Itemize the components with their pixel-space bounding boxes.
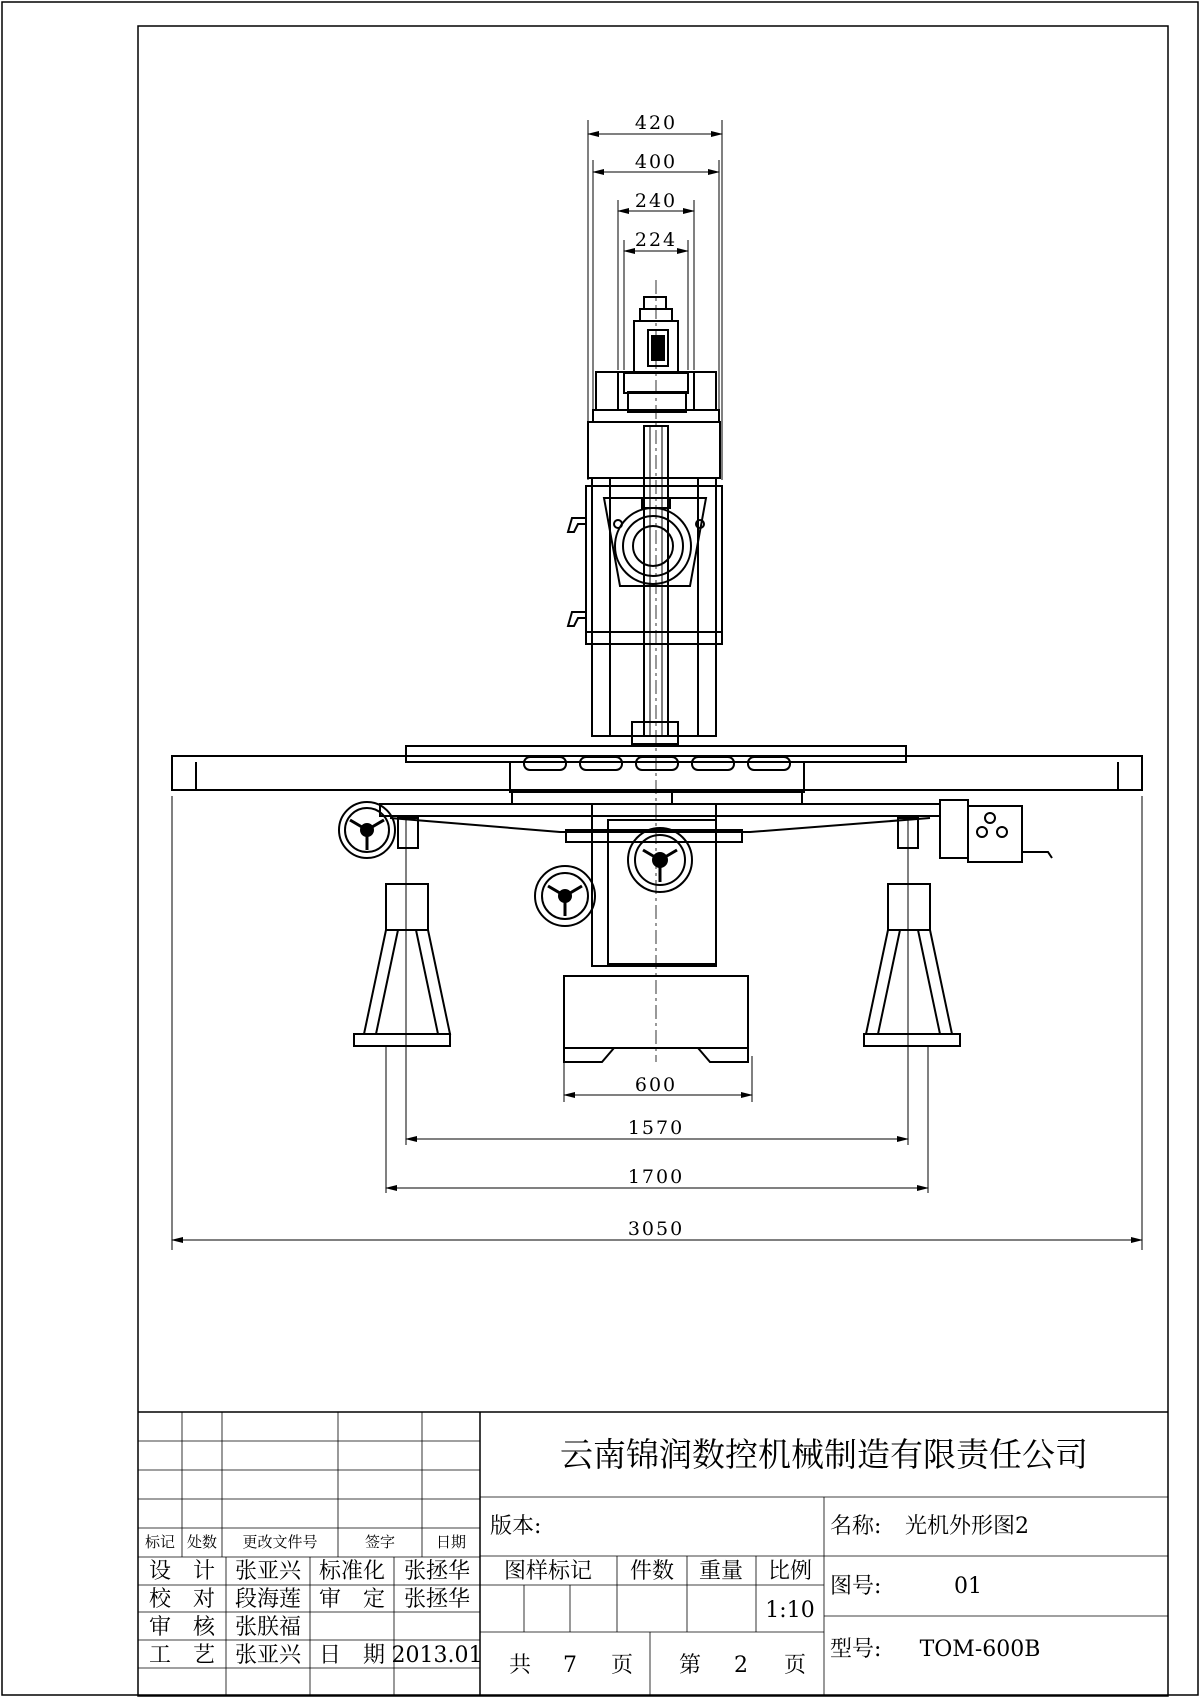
model-value: TOM-600B bbox=[919, 1637, 1041, 1662]
sign-row-review-label: 审 核 bbox=[148, 1615, 216, 1640]
rev-header-mark: 标记 bbox=[144, 1533, 176, 1551]
sign-row-standard-name: 张拯华 bbox=[403, 1559, 471, 1584]
rev-header-file: 更改文件号 bbox=[242, 1533, 318, 1551]
sheet-no-suffix: 页 bbox=[783, 1653, 807, 1678]
sheet-no-prefix: 第 bbox=[678, 1653, 702, 1678]
drawing-number-value: 01 bbox=[954, 1574, 982, 1599]
sign-row-date-label: 日 期 bbox=[318, 1643, 386, 1668]
sign-row-approve-name: 张拯华 bbox=[403, 1587, 471, 1612]
sign-row-process-name: 张亚兴 bbox=[234, 1643, 302, 1668]
mark-header-scale: 比例 bbox=[767, 1559, 813, 1584]
mark-header-pieces: 件数 bbox=[629, 1559, 675, 1584]
dim-400: 400 bbox=[634, 151, 678, 173]
rev-header-sign: 签字 bbox=[364, 1533, 396, 1551]
mark-header-pattern: 图样标记 bbox=[503, 1559, 593, 1584]
sign-row-check-name: 段海莲 bbox=[234, 1587, 302, 1612]
model-label: 型号: bbox=[830, 1637, 882, 1662]
dim-600: 600 bbox=[634, 1074, 678, 1096]
dim-3050: 3050 bbox=[627, 1218, 685, 1240]
name-label: 名称: bbox=[830, 1514, 882, 1539]
scale-value: 1:10 bbox=[765, 1598, 815, 1623]
sheet-total-prefix: 共 bbox=[508, 1653, 532, 1678]
mark-header-weight: 重量 bbox=[698, 1559, 744, 1584]
dim-1570: 1570 bbox=[627, 1117, 685, 1139]
sign-row-check-label: 校 对 bbox=[148, 1587, 216, 1612]
sign-row-date-value: 2013.01 bbox=[391, 1643, 483, 1668]
company-name: 云南锦润数控机械制造有限责任公司 bbox=[560, 1435, 1088, 1474]
dim-240: 240 bbox=[634, 190, 678, 212]
dim-1700: 1700 bbox=[627, 1166, 685, 1188]
sheet-total-value: 7 bbox=[563, 1653, 577, 1678]
sheet-total-suffix: 页 bbox=[610, 1653, 634, 1678]
sign-row-design-name: 张亚兴 bbox=[234, 1559, 302, 1584]
version-label: 版本: bbox=[490, 1514, 542, 1539]
sign-row-design-label: 设 计 bbox=[148, 1559, 216, 1584]
sheet-no-value: 2 bbox=[734, 1653, 748, 1678]
rev-header-date: 日期 bbox=[435, 1533, 467, 1551]
sign-row-approve-label: 审 定 bbox=[318, 1587, 386, 1612]
name-value: 光机外形图2 bbox=[905, 1514, 1029, 1539]
dim-420: 420 bbox=[634, 112, 678, 134]
sign-row-standard-label: 标准化 bbox=[318, 1559, 386, 1584]
drawing-number-label: 图号: bbox=[830, 1574, 882, 1599]
title-block-text bbox=[145, 1435, 1088, 1678]
sign-row-process-label: 工 艺 bbox=[148, 1643, 216, 1668]
machine-drawing bbox=[172, 280, 1142, 1062]
rev-header-count: 处数 bbox=[186, 1533, 218, 1551]
dim-224: 224 bbox=[634, 229, 678, 251]
sign-row-review-name: 张朕福 bbox=[234, 1615, 302, 1640]
